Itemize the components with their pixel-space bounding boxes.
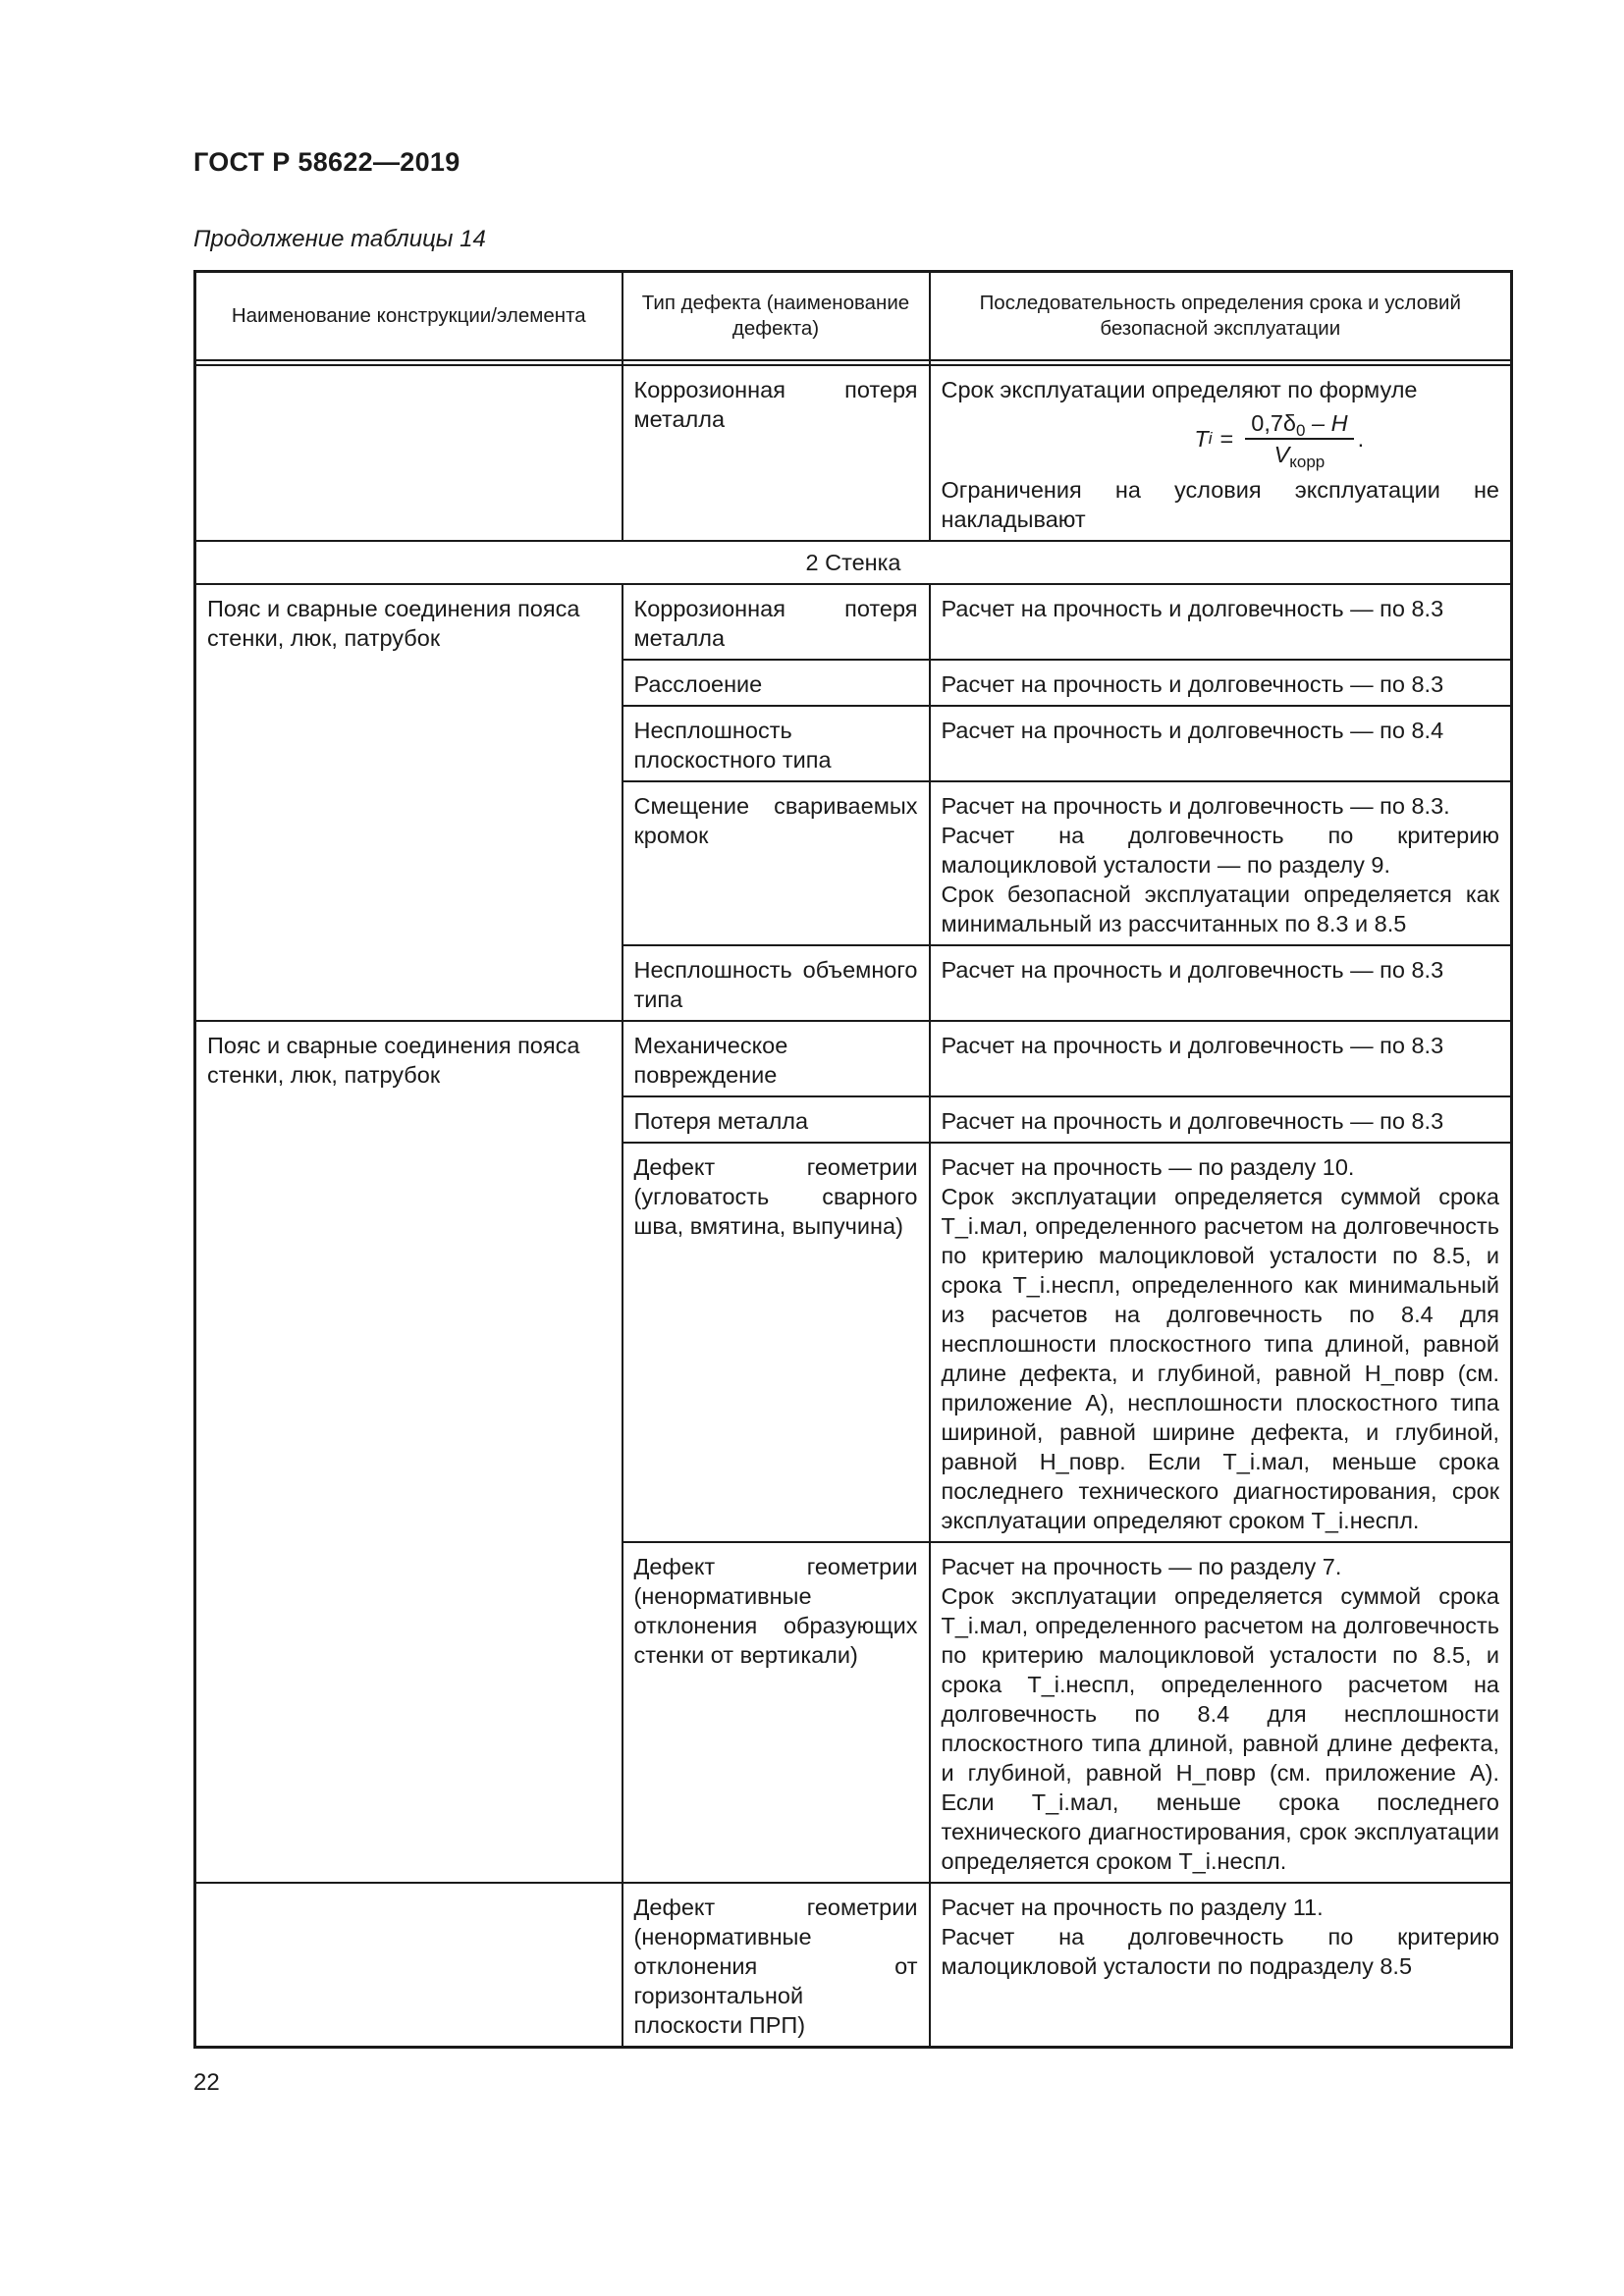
formula-equals: =: [1219, 426, 1234, 452]
defect-cell: Смещение свариваемых кромок: [623, 781, 930, 945]
table-row: [195, 1883, 1512, 2048]
procedure-line: Расчет на прочность — по разделу 7.: [941, 1554, 1342, 1579]
procedure-text: Ограничения на условия эксплуатации не накладывают: [941, 477, 1499, 532]
table-header-row: [195, 272, 1512, 361]
procedure-paragraph: Срок эксплуатации определяется суммой срока T_i.мал, определенного расчетом на долговечность по критерию малоцикловой усталости по 8.5, и срока T_i.неспл, определенного как минимальный из расчетов на долговечность по 8.4 для несплошности плоскостного типа длиной, равной длине дефекта, и глубиной, равной H_повр (см. приложение А), несплошности плоскостного типа шириной, равной ширине дефекта, и глубиной, равной H_повр. Если T_i.мал, меньше срока последнего технического диагностирования, срок эксплуатации определяют сроком T_i.неспл.: [941, 1184, 1499, 1533]
formula-end: .: [1357, 426, 1365, 452]
section-row: [195, 541, 1512, 584]
denominator-sub: корр: [1289, 453, 1326, 471]
formula-denominator: [1274, 440, 1326, 469]
procedure-cell: Расчет на прочность и долговечность — по 8.3: [930, 660, 1512, 706]
denominator-main: V: [1273, 442, 1290, 467]
defect-cell: Дефект геометрии (ненормативные отклонения от горизонтальной плоскости ПРП): [623, 1883, 930, 2048]
procedure-paragraph: Срок эксплуатации определяется суммой срока T_i.мал, определенного расчетом на долговечность по критерию малоцикловой усталости по 8.5, и срока T_i.неспл, определенного расчетом на долговечность по 8.4 для несплошности плоскостного типа длиной, равной длине дефекта, и глубиной, равной H_повр (см. приложение А). Если T_i.мал, меньше срока последнего технического диагностирования, срок эксплуатации определяется сроком T_i.неспл.: [941, 1583, 1499, 1874]
column-header-element: Наименование конструкции/элемента: [195, 272, 623, 361]
procedure-cell: Расчет на прочность и долговечность — по 8.3: [930, 1021, 1512, 1096]
defect-cell: Несплошность объемного типа: [623, 945, 930, 1021]
procedure-line: Расчет на прочность по разделу 11.: [941, 1895, 1324, 1920]
service-life-formula: T i = $\frac{0,7\delta_0 - H}{V_{корр}}$ .: [1194, 410, 1365, 471]
defect-cell: Потеря металла: [623, 1096, 930, 1143]
procedure-line: Расчет на долговечность по критерию малоцикловой усталости — по разделу 9.: [941, 823, 1499, 878]
defect-cell: Несплошность плоскостного типа: [623, 706, 930, 781]
column-header-procedure: Последовательность определения срока и условий безопасной эксплуатации: [930, 272, 1512, 361]
table-row: [195, 584, 1512, 660]
procedure-cell: Расчет на прочность и долговечность — по 8.3: [930, 584, 1512, 660]
table-caption: Продолжение таблицы 14: [193, 226, 486, 252]
procedure-line: Расчет на прочность — по разделу 10.: [941, 1154, 1355, 1180]
formula-lhs: T: [1194, 426, 1209, 452]
procedure-cell: [930, 365, 1512, 541]
section-title: 2 Стенка: [195, 541, 1512, 584]
procedure-line: Расчет на прочность и долговечность — по 8.3.: [941, 793, 1450, 819]
procedure-cell: [930, 781, 1512, 945]
table-row: [195, 365, 1512, 541]
element-cell: Пояс и сварные соединения пояса стенки, люк, патрубок: [195, 1021, 623, 1883]
defect-cell: Дефект геометрии (ненормативные отклонения образующих стенки от вертикали): [623, 1542, 930, 1883]
defect-cell: Расслоение: [623, 660, 930, 706]
document-code: ГОСТ Р 58622—2019: [193, 147, 460, 177]
element-cell: [195, 1883, 623, 2048]
procedure-cell: [930, 1542, 1512, 1883]
defect-cell: Коррозионная потеря металла: [623, 365, 930, 541]
defect-cell: Дефект геометрии (угловатость сварного шва, вмятина, выпучина): [623, 1143, 930, 1542]
procedure-cell: Расчет на прочность и долговечность — по 8.4: [930, 706, 1512, 781]
numerator-main: 0,7δ: [1251, 410, 1296, 436]
procedure-cell: [930, 1143, 1512, 1542]
procedure-cell: [930, 1883, 1512, 2048]
procedure-cell: Расчет на прочность и долговечность — по 8.3: [930, 1096, 1512, 1143]
procedure-cell: Расчет на прочность и долговечность — по 8.3: [930, 945, 1512, 1021]
element-cell: [195, 365, 623, 541]
page-number: 22: [193, 2069, 220, 2096]
numerator-sub: 0: [1296, 421, 1306, 440]
defect-table: [193, 270, 1513, 2049]
procedure-text: Срок эксплуатации определяют по формуле: [941, 377, 1418, 402]
numerator-rest: – H: [1305, 410, 1348, 436]
element-cell: Пояс и сварные соединения пояса стенки, люк, патрубок: [195, 584, 623, 1021]
formula-numerator: [1245, 408, 1353, 440]
formula-fraction: [1245, 408, 1353, 469]
defect-cell: Механическое повреждение: [623, 1021, 930, 1096]
procedure-line: Расчет на долговечность по критерию малоцикловой усталости по подразделу 8.5: [941, 1924, 1499, 1979]
procedure-line: Срок безопасной эксплуатации определяется как минимальный из рассчитанных по 8.3 и 8.5: [941, 881, 1499, 936]
column-header-defect: Тип дефекта (наименование дефекта): [623, 272, 930, 361]
defect-cell: Коррозионная потеря металла: [623, 584, 930, 660]
table-row: [195, 1021, 1512, 1096]
